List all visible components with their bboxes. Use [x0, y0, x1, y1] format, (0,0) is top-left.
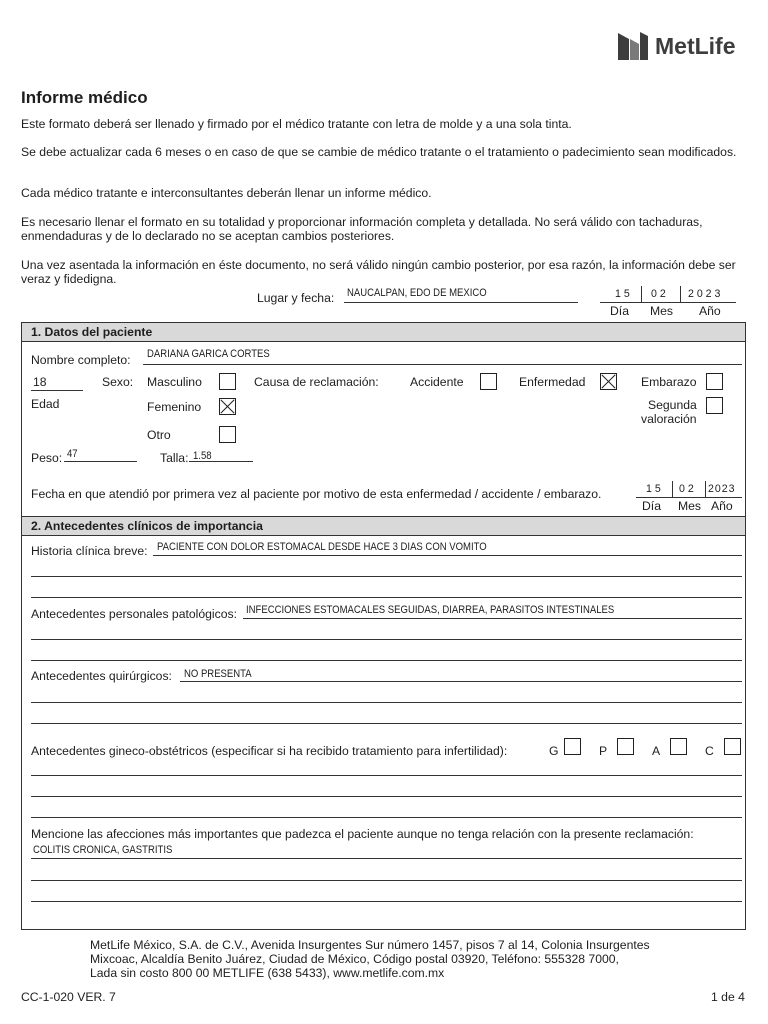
claim-accident-checkbox[interactable] — [480, 373, 497, 390]
page-title: Informe médico — [21, 88, 148, 107]
sex-other-checkbox[interactable] — [219, 426, 236, 443]
date-separator — [705, 481, 706, 497]
sex-label: Sexo: — [102, 375, 134, 389]
place-month-field[interactable]: 0 2 — [651, 288, 666, 300]
gyneco-line-1 — [31, 775, 742, 776]
surgical-line-3 — [31, 723, 742, 724]
patient-name-underline — [143, 364, 742, 365]
metlife-logo-text: MetLife — [655, 33, 736, 59]
conditions-line-2 — [31, 880, 742, 881]
gyneco-g-checkbox[interactable] — [564, 738, 581, 755]
date-separator — [680, 286, 681, 302]
intro-paragraph-3: Cada médico tratante e interconsultantes deberán llenar un informe médico. — [21, 186, 432, 200]
intro-paragraph-1: Este formato deberá ser llenado y firmado por el médico tratante con letra de molde y a una sola tinta. — [21, 117, 572, 131]
gyneco-label: Antecedentes gineco-obstétricos (especificar si ha recibido tratamiento para infertilidad): — [31, 744, 508, 758]
place-day-field[interactable]: 1 5 — [615, 288, 630, 300]
claim-illness-checkbox[interactable] — [600, 373, 617, 390]
first-visit-year-field[interactable]: 2023 — [708, 483, 736, 495]
history-field[interactable]: PACIENTE CON DOLOR ESTOMACAL DESDE HACE 3 DIAS CON VOMITO — [157, 541, 487, 553]
first-visit-digits-underline — [636, 497, 742, 498]
date-separator — [672, 481, 673, 497]
place-year-field[interactable]: 2 0 2 3 — [688, 288, 721, 300]
first-visit-day-field[interactable]: 1 5 — [646, 483, 661, 495]
pathological-label: Antecedentes personales patológicos: — [31, 607, 237, 621]
metlife-logo-mark-icon — [617, 30, 649, 62]
history-underline — [153, 555, 742, 556]
claim-pregnancy-checkbox[interactable] — [706, 373, 723, 390]
age-underline — [31, 390, 83, 391]
gyneco-c-checkbox[interactable] — [724, 738, 741, 755]
pathological-underline — [243, 618, 742, 619]
place-year-label: Año — [699, 304, 721, 318]
intro-paragraph-4: Es necesario llenar el formato en su totalidad y proporcionar información completa y detallada. No será válido con tachaduras, enmendaduras y de lo declarado no se aceptan cambios posteriores. — [21, 215, 703, 243]
first-visit-label: Fecha en que atendió por primera vez al paciente por motivo de esta enfermedad / accidente / embarazo. — [31, 487, 602, 501]
weight-underline — [64, 461, 137, 462]
section-divider — [22, 535, 745, 536]
weight-field[interactable]: 47 — [67, 448, 78, 460]
claim-illness-label: Enfermedad — [519, 375, 586, 389]
place-date-field[interactable]: NAUCALPAN, EDO DE MEXICO — [347, 287, 487, 299]
patient-name-field[interactable]: DARIANA GARICA CORTES — [147, 348, 270, 360]
claim-pregnancy-label: Embarazo — [641, 375, 697, 389]
history-label: Historia clínica breve: — [31, 544, 148, 558]
section-divider — [22, 341, 745, 342]
first-visit-month-field[interactable]: 0 2 — [679, 483, 694, 495]
sex-female-label: Femenino — [147, 400, 202, 414]
place-date-label: Lugar y fecha: — [257, 291, 335, 305]
date-separator — [641, 286, 642, 302]
surgical-label: Antecedentes quirúrgicos: — [31, 669, 172, 683]
conditions-field[interactable]: COLITIS CRONICA, GASTRITIS — [33, 844, 173, 856]
place-day-label: Día — [610, 304, 629, 318]
patient-name-label: Nombre completo: — [31, 353, 131, 367]
surgical-field[interactable]: NO PRESENTA — [184, 668, 252, 680]
claim-cause-label: Causa de reclamación: — [254, 375, 379, 389]
age-field[interactable]: 18 — [33, 375, 47, 389]
conditions-line-3 — [31, 901, 742, 902]
claim-second-opinion-checkbox[interactable] — [706, 397, 723, 414]
height-underline — [189, 461, 253, 462]
pathological-line-2 — [31, 639, 742, 640]
gyneco-g-label: G — [549, 744, 559, 758]
section-2-title: 2. Antecedentes clínicos de importancia — [31, 519, 263, 533]
surgical-line-2 — [31, 702, 742, 703]
claim-accident-label: Accidente — [410, 375, 464, 389]
page-number: 1 de 4 — [711, 990, 745, 1004]
gyneco-a-label: A — [652, 744, 661, 758]
sex-other-label: Otro — [147, 428, 171, 442]
place-date-digits-underline — [600, 302, 736, 303]
height-field[interactable]: 1.58 — [193, 450, 212, 462]
form-code: CC-1-020 VER. 7 — [21, 990, 116, 1004]
footer-address-line-3: Lada sin costo 800 00 METLIFE (638 5433), www.metlife.com.mx — [90, 966, 445, 980]
gyneco-line-3 — [31, 817, 742, 818]
pathological-field[interactable]: INFECCIONES ESTOMACALES SEGUIDAS, DIARREA, PARASITOS INTESTINALES — [246, 604, 615, 616]
gyneco-p-label: P — [599, 744, 608, 758]
sex-male-label: Masculino — [147, 375, 202, 389]
height-label: Talla: — [160, 451, 189, 465]
first-visit-year-label: Año — [711, 499, 733, 513]
history-line-2 — [31, 576, 742, 577]
intro-paragraph-2: Se debe actualizar cada 6 meses o en caso de que se cambie de médico tratante o el tratamiento o padecimiento sean modificados. — [21, 145, 737, 159]
section-1-title: 1. Datos del paciente — [31, 325, 153, 339]
surgical-underline — [180, 681, 742, 682]
intro-paragraph-5: Una vez asentada la información en éste documento, no será válido ningún cambio posterior, por esa razón, la información debe ser veraz y fidedigna. — [21, 258, 736, 286]
sex-male-checkbox[interactable] — [219, 373, 236, 390]
gyneco-a-checkbox[interactable] — [670, 738, 687, 755]
footer-address-line-2: Mixcoac, Alcaldía Benito Juárez, Ciudad de México, Código postal 03920, Teléfono: 555328 7000, — [90, 952, 619, 966]
first-visit-month-label: Mes — [678, 499, 702, 513]
gyneco-c-label: C — [705, 744, 714, 758]
conditions-label: Mencione las afecciones más importantes que padezca el paciente aunque no tenga relación con la presente reclamación: — [31, 827, 694, 841]
conditions-line-1 — [31, 858, 742, 859]
metlife-logo — [617, 30, 749, 62]
weight-label: Peso: — [31, 451, 63, 465]
footer-address-line-1: MetLife México, S.A. de C.V., Avenida Insurgentes Sur número 1457, pisos 7 al 14, Colonia Insurgentes — [90, 938, 650, 952]
history-line-3 — [31, 597, 742, 598]
gyneco-line-2 — [31, 796, 742, 797]
place-month-label: Mes — [650, 304, 674, 318]
age-label: Edad — [31, 397, 60, 411]
claim-second-opinion-label-line1: Segunda — [648, 398, 697, 412]
place-date-underline — [344, 302, 578, 303]
first-visit-day-label: Día — [642, 499, 661, 513]
sex-female-checkbox[interactable] — [219, 398, 236, 415]
gyneco-p-checkbox[interactable] — [617, 738, 634, 755]
claim-second-opinion-label-line2: valoración — [641, 412, 697, 426]
pathological-line-3 — [31, 660, 742, 661]
